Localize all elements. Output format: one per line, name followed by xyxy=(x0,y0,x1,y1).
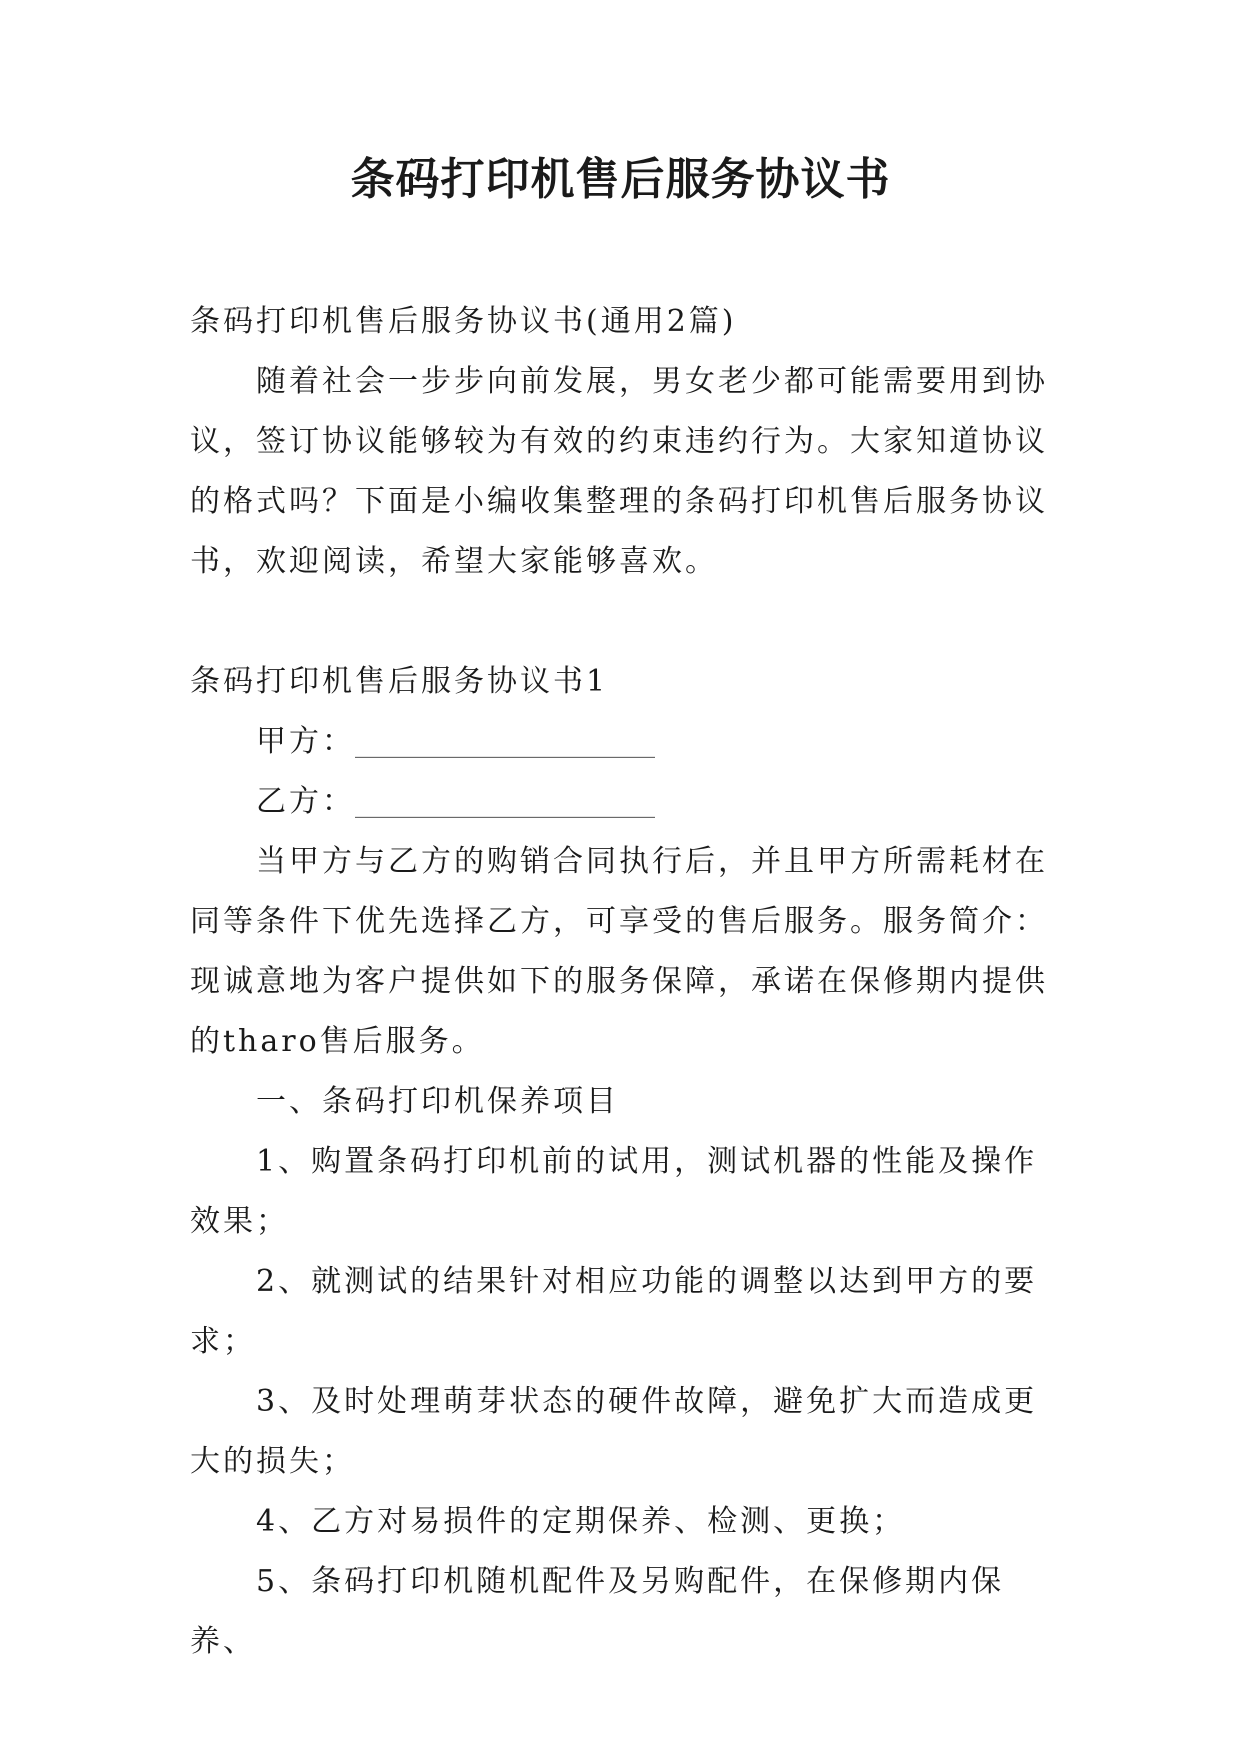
document-subtitle: 条码打印机售后服务协议书(通用2篇) xyxy=(190,304,737,339)
part1-heading: 一、条码打印机保养项目 xyxy=(256,1084,619,1119)
list-item: 4、乙方对易损件的定期保养、检测、更换； xyxy=(256,1504,906,1539)
list-item: 1、购置条码打印机前的试用，测试机器的性能及操作效果； xyxy=(190,1144,1038,1239)
list-item: 5、条码打印机随机配件及另购配件，在保修期内保养、 xyxy=(190,1564,1005,1659)
party-b-line xyxy=(190,772,1070,832)
document-body xyxy=(190,292,1070,1672)
party-a-blank: ____________________ xyxy=(355,724,655,759)
party-b-blank: ____________________ xyxy=(355,784,655,819)
document-title: 条码打印机售后服务协议书 xyxy=(350,154,891,205)
list-item: 2、就测试的结果针对相应功能的调整以达到甲方的要求； xyxy=(190,1264,1038,1359)
clause-intro-paragraph: 当甲方与乙方的购销合同执行后，并且甲方所需耗材在同等条件下优先选择乙方，可享受的售后服务。服务简介：现诚意地为客户提供如下的服务保障，承诺在保修期内提供的tharo售后服务。 xyxy=(190,844,1048,1059)
list-item: 3、及时处理萌芽状态的硬件故障，避免扩大而造成更大的损失； xyxy=(190,1384,1038,1479)
party-b-label: 乙方： xyxy=(256,784,355,819)
section-heading-1: 条码打印机售后服务协议书1 xyxy=(190,664,609,699)
party-a-label: 甲方： xyxy=(256,724,355,759)
party-a-line xyxy=(190,712,1070,772)
intro-paragraph: 随着社会一步步向前发展，男女老少都可能需要用到协议，签订协议能够较为有效的约束违约行为。大家知道协议的格式吗？下面是小编收集整理的条码打印机售后服务协议书，欢迎阅读，希望大家能够喜欢。 xyxy=(190,364,1048,579)
